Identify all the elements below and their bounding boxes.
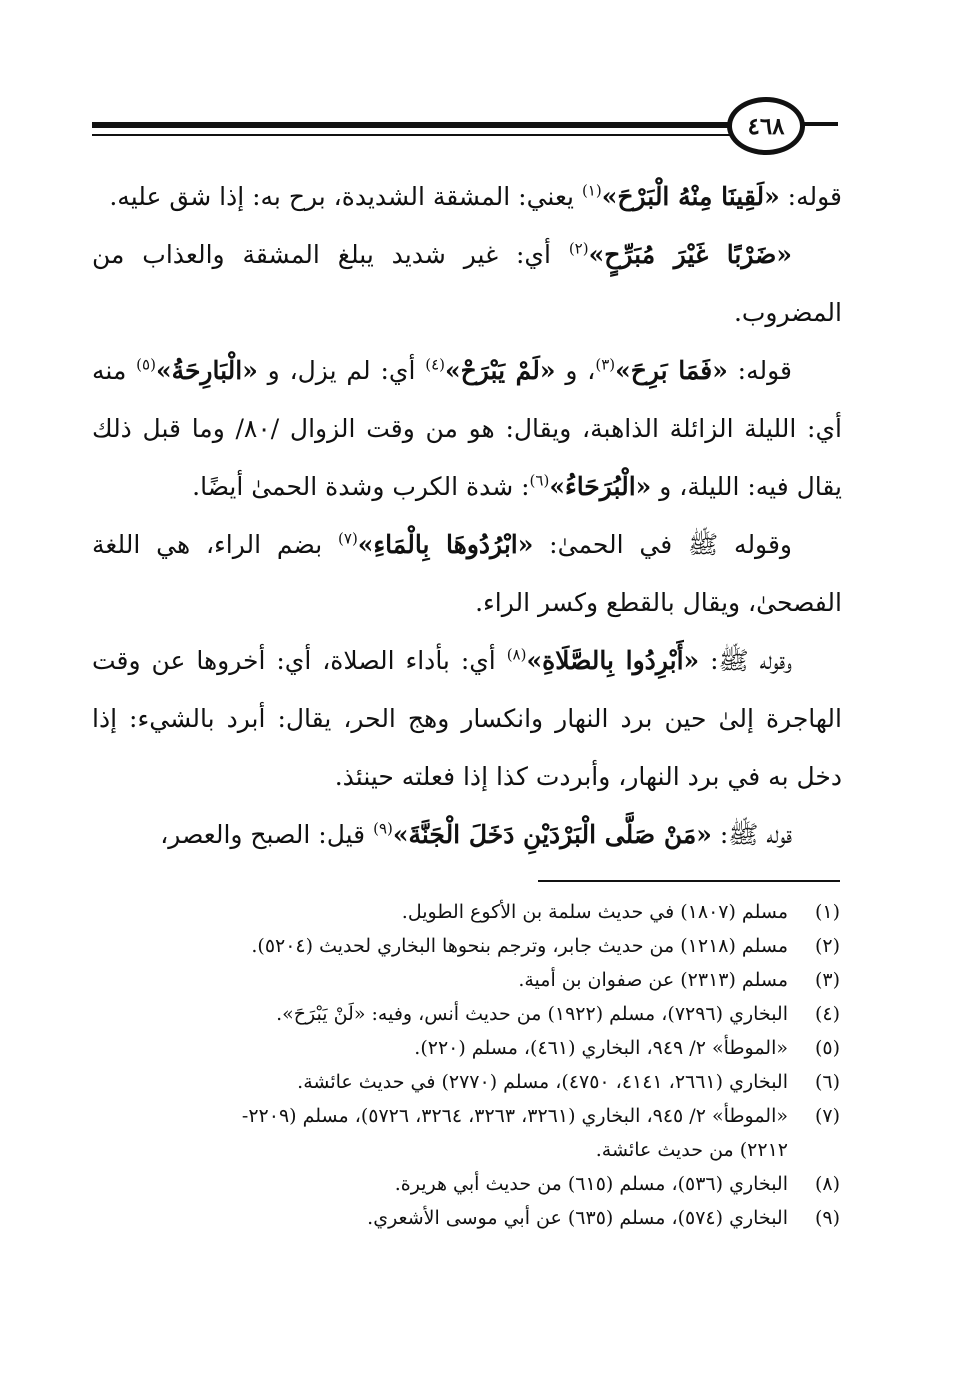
footnote-ref[interactable]: (١) — [581, 181, 602, 200]
paragraph-text: قوله: — [727, 356, 792, 385]
footnote-item — [140, 1167, 840, 1201]
paragraph-text: قوله ﷺ: — [711, 820, 792, 849]
footnote-text: مسلم (٢٣١٣) عن صفوان بن أمية. — [518, 969, 788, 991]
footnote-item — [140, 1065, 840, 1099]
footnote-item — [140, 895, 840, 929]
paragraph-text: أي: بأداء الصلاة، أي: أخروها عن وقت الهاجرة إلىٰ حين برد النهار وانكسار وهج الحر، يقال: أبرد بالشيء: إذا دخل به في برد النهار، وأبردت كذا إذا فعلته حينئذ. — [92, 646, 842, 791]
paragraph — [92, 342, 842, 516]
main-text — [92, 168, 842, 864]
hadith-quote: «الْبُرَحَاءُ» — [549, 472, 652, 501]
footnotes — [140, 895, 840, 1235]
footnote-number: (٧) — [814, 1105, 840, 1127]
hadith-quote: «ضَرْبًا غَيْرَ مُبَرِّحٍ» — [588, 240, 792, 269]
footnote-separator — [538, 880, 840, 882]
footnote-text: «الموطأ» ٢/ ٩٤٩، البخاري (٤٦١)، مسلم (٢٢٠). — [414, 1037, 788, 1059]
footnote-number: (٥) — [814, 1037, 840, 1059]
footnote-item — [140, 963, 840, 997]
header-rule-thin — [92, 134, 732, 136]
footnote-number: (٩) — [814, 1207, 840, 1229]
hadith-quote: «أَبْرِدُوا بِالصَّلَاةِ» — [526, 646, 700, 675]
hadith-quote: «لَمْ يَبْرَحْ» — [445, 356, 556, 385]
paragraph — [92, 168, 842, 226]
paragraph — [92, 226, 842, 342]
paragraph — [92, 632, 842, 806]
hadith-quote: «لَقِينَا مِنْهُ الْبَرْحَ» — [601, 182, 780, 211]
paragraph-text: وقوله ﷺ في الحمىٰ: — [533, 530, 793, 559]
footnote-ref[interactable]: (٦) — [529, 471, 550, 490]
paragraph-text: يعني: المشقة الشديدة، برح به: إذا شق عليه. — [109, 182, 582, 211]
footnote-number: (١) — [814, 901, 840, 923]
footnote-item — [140, 1099, 840, 1133]
hadith-quote: «ابْرُدُوهَا بِالْمَاءِ» — [357, 530, 534, 559]
paragraph-text: أي: غير شديد يبلغ المشقة والعذاب من المضروب. — [92, 240, 842, 327]
paragraph-text: وقوله ﷺ: — [699, 646, 792, 675]
footnote-number: (٤) — [814, 1003, 840, 1025]
footnote-text: مسلم (١٨٠٧) في حديث سلمة بن الأكوع الطويل. — [401, 901, 788, 923]
footnote-text: البخاري (٧٢٩٦)، مسلم (١٩٢٢) من حديث أنس، وفيه: «لَنْ يَبْرَحَ». — [276, 1003, 788, 1025]
paragraph — [92, 806, 842, 864]
paragraph-text: بضم الراء، هي اللغة الفصحىٰ، ويقال بالقطع وكسر الراء. — [92, 530, 842, 617]
footnote-ref[interactable]: (٣) — [595, 355, 616, 374]
footnote-number: (٨) — [814, 1173, 840, 1195]
footnote-ref[interactable]: (٩) — [373, 819, 393, 838]
footnote-text: البخاري (٥٧٤)، مسلم (٦٣٥) عن أبي موسى الأشعري. — [367, 1207, 788, 1229]
page-number-badge — [727, 97, 805, 155]
footnote-ref[interactable]: (٤) — [425, 355, 445, 374]
footnote-number: (٣) — [814, 969, 840, 991]
header-rule-thick — [92, 122, 732, 128]
footnote-ref[interactable]: (٧) — [338, 529, 358, 548]
hadith-quote: «مَنْ صَلَّى الْبَرْدَيْنِ دَخَلَ الْجَنَّةَ» — [392, 820, 712, 849]
page-number: ٤٦٨ — [747, 112, 785, 140]
footnote-ref[interactable]: (٨) — [506, 645, 527, 664]
hadith-quote: «الْبَارِحَةُ» — [155, 356, 258, 385]
footnote-text: البخاري (٥٣٦)، مسلم (٦١٥) من حديث أبي هريرة. — [394, 1173, 788, 1195]
hadith-quote: «فَمَا بَرِحَ» — [615, 356, 728, 385]
footnote-number: (٢) — [814, 935, 840, 957]
paragraph-text: أي: لم يزل، و — [257, 356, 426, 385]
paragraph — [92, 516, 842, 632]
footnote-number: (٦) — [814, 1071, 840, 1093]
footnote-ref[interactable]: (٥) — [136, 355, 156, 374]
header-rule-right — [800, 122, 838, 126]
footnote-item — [140, 929, 840, 963]
page-header — [0, 0, 955, 170]
footnote-text: مسلم (١٢١٨) من حديث جابر، وترجم بنحوها البخاري لحديث (٥٢٠٤). — [251, 935, 788, 957]
footnote-text: البخاري (٢٦٦١، ٤١٤١، ٤٧٥٠)، مسلم (٢٧٧٠) في حديث عائشة. — [297, 1071, 788, 1093]
footnote-item — [140, 997, 840, 1031]
paragraph-text: ، و — [555, 356, 596, 385]
footnote-text: «الموطأ» ٢/ ٩٤٥، البخاري (٣٢٦١، ٣٢٦٣، ٣٢٦٤، ٥٧٢٦)، مسلم (٢٢٠٩- — [241, 1105, 788, 1127]
footnote-ref[interactable]: (٢) — [568, 239, 589, 258]
footnote-item — [140, 1031, 840, 1065]
paragraph-text: قيل: الصبح والعصر، — [160, 820, 374, 849]
paragraph-text: منه أي: الليلة الزائلة الذاهبة، ويقال: هو من وقت الزوال /٨٠/ وما قبل ذلك يقال فيه: الليلة، و — [92, 356, 842, 501]
footnote-continuation: ٢٢١٢) من حديث عائشة. — [595, 1139, 788, 1161]
paragraph-text: : شدة الكرب وشدة الحمىٰ أيضًا. — [192, 472, 530, 501]
footnote-item — [140, 1201, 840, 1235]
paragraph-text: قوله: — [779, 182, 842, 211]
